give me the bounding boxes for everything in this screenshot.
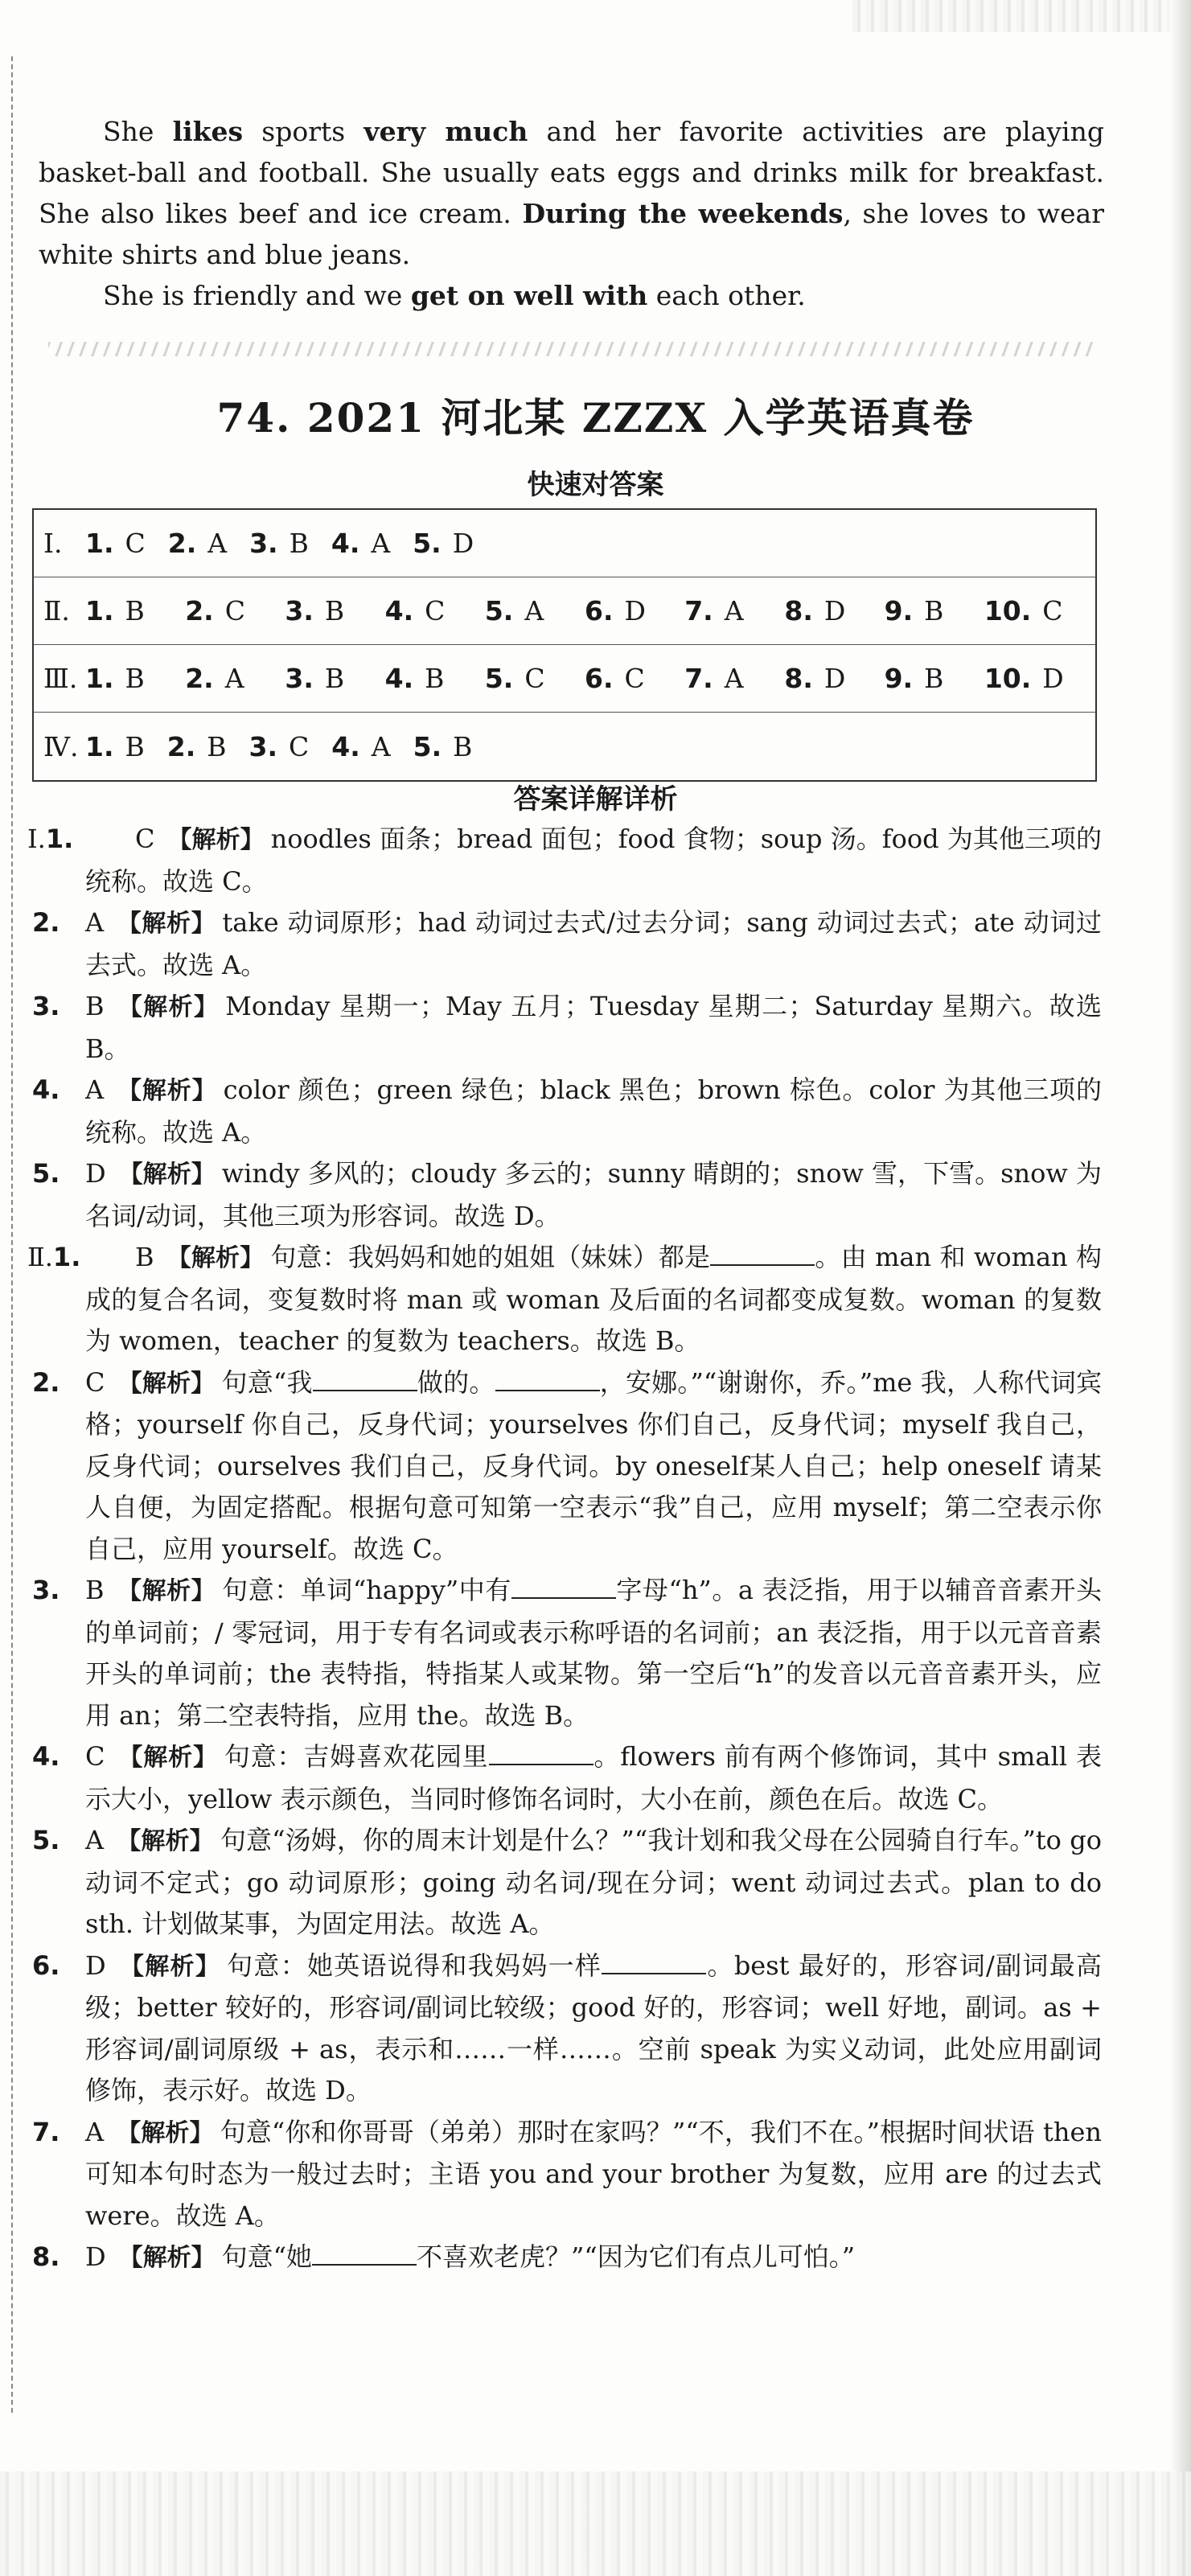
answer-item bbox=[385, 663, 485, 694]
answer-letter: A bbox=[85, 1825, 105, 1855]
passage-text: She bbox=[103, 116, 173, 147]
question-number: 3. bbox=[248, 730, 278, 762]
explanation-body bbox=[85, 1367, 1102, 1564]
analysis-tag: 【解析】 bbox=[117, 1369, 216, 1398]
explanation-text: ，安娜。”“谢谢你，乔。”me 我，人称代词宾格；yourself 你自己，反身代词；yourselves 你们自己，反身代词；myself 我自己，反身代词；ourselves 我们自己，反身代词。by oneself某人自己；help oneself 请某人自便，为固定搭配。根据句意可知第一空表示“我”自己，应用 myself；第二空表示你自己，应用 yourself。故选 C。 bbox=[85, 1366, 1102, 1564]
question-number: 1. bbox=[85, 528, 114, 559]
answer-item bbox=[385, 595, 485, 627]
answer-letter: C bbox=[624, 663, 645, 694]
question-number: 4. bbox=[32, 1074, 60, 1105]
analysis-tag: 【解析】 bbox=[118, 1161, 216, 1189]
explanation-item bbox=[32, 1945, 1102, 2112]
explanation-item bbox=[27, 1237, 1102, 1362]
answer-row bbox=[34, 645, 1095, 713]
explanation-item bbox=[32, 1153, 1102, 1237]
answer-item bbox=[85, 731, 145, 762]
answer-letter: D bbox=[85, 1949, 106, 1981]
answer-item bbox=[285, 595, 384, 627]
explanation-lead bbox=[32, 1570, 60, 1612]
explanation-lead bbox=[32, 902, 60, 944]
explanation-item bbox=[32, 1070, 1102, 1153]
question-number: 10. bbox=[984, 595, 1032, 627]
answer-letter: B bbox=[425, 663, 445, 694]
question-number: 1. bbox=[45, 824, 74, 854]
question-number: 2. bbox=[32, 1366, 60, 1398]
answer-letter: C bbox=[135, 824, 155, 854]
explanations-list bbox=[27, 819, 1102, 2279]
answer-letter: D bbox=[823, 595, 846, 627]
fill-in-blank bbox=[511, 1573, 616, 1599]
reading-passage bbox=[39, 111, 1104, 316]
question-number: 4. bbox=[32, 1741, 60, 1772]
section-label: Ⅳ. bbox=[43, 730, 79, 762]
question-number: 7. bbox=[684, 595, 713, 627]
answer-item bbox=[85, 663, 185, 694]
passage-text: , she loves to wear white shirts and blue jeans. bbox=[39, 198, 1104, 270]
question-number: 1. bbox=[85, 595, 114, 627]
passage-text: each other. bbox=[647, 280, 806, 311]
section-label: Ⅲ. bbox=[43, 663, 78, 694]
answer-letter: B bbox=[125, 595, 145, 627]
analysis-tag: 【解析】 bbox=[167, 826, 265, 854]
answer-item bbox=[85, 528, 146, 559]
section-divider bbox=[48, 342, 1094, 356]
answer-letter: D bbox=[823, 663, 846, 694]
question-number: 8. bbox=[32, 2241, 60, 2272]
question-number: 2. bbox=[185, 595, 214, 627]
detailed-explanations-title: 答案详解详析 bbox=[513, 783, 678, 816]
explanation-text: 不喜欢老虎？”“因为它们有点儿可怕。” bbox=[417, 2241, 856, 2272]
answer-item bbox=[485, 595, 585, 627]
answer-letter: C bbox=[1042, 595, 1063, 627]
explanation-text: 。flowers 前有两个修饰词，其中 small 表示大小，yellow 表示颜色，当同时修饰名词时，大小在前，颜色在后。故选 C。 bbox=[85, 1741, 1102, 1814]
question-number: 2. bbox=[166, 730, 196, 762]
answer-letter: A bbox=[224, 663, 244, 694]
explanation-text: 做的。 bbox=[417, 1366, 495, 1398]
fill-in-blank bbox=[710, 1240, 815, 1266]
analysis-tag: 【解析】 bbox=[117, 1077, 217, 1105]
answer-letter: C bbox=[224, 595, 245, 627]
answer-letter: C bbox=[289, 730, 310, 762]
question-number: 3. bbox=[32, 991, 60, 1021]
answer-letter: C bbox=[425, 595, 446, 627]
explanation-text: 。由 man 和 woman 构成的复合名词，变复数时将 man 或 woman 及后面的名词都变成复数。woman 的复数为 women，teacher 的复数为 teachers。故选 B。 bbox=[85, 1242, 1102, 1356]
explanation-item bbox=[32, 1570, 1102, 1736]
fill-in-blank bbox=[602, 1949, 706, 1974]
scan-noise-bottom bbox=[0, 2471, 1191, 2576]
explanation-body bbox=[85, 1575, 1102, 1731]
explanation-item bbox=[32, 2112, 1102, 2237]
answer-letter: B bbox=[924, 595, 944, 627]
question-number: 7. bbox=[684, 663, 713, 694]
explanation-lead bbox=[32, 1362, 60, 1404]
explanation-lead bbox=[32, 1945, 60, 1987]
fill-in-blank bbox=[312, 2240, 417, 2266]
question-number: 4. bbox=[331, 730, 360, 762]
explanation-body bbox=[85, 1950, 1102, 2106]
answer-letter: C bbox=[125, 528, 146, 559]
analysis-tag: 【解析】 bbox=[117, 1744, 218, 1772]
answer-letter: D bbox=[85, 1158, 106, 1189]
explanation-text: 句意：单词“happy”中有 bbox=[222, 1575, 511, 1605]
answer-item bbox=[331, 731, 390, 762]
answer-letter: C bbox=[524, 663, 545, 694]
question-number: 4. bbox=[384, 663, 414, 694]
explanation-body bbox=[85, 991, 1102, 1064]
answer-letter: B bbox=[85, 991, 105, 1021]
answer-row bbox=[34, 577, 1095, 645]
explanation-lead bbox=[27, 819, 73, 861]
question-number: 3. bbox=[249, 528, 278, 559]
explanation-item bbox=[32, 1820, 1102, 1945]
fill-in-blank bbox=[495, 1366, 600, 1391]
question-number: 4. bbox=[384, 595, 414, 627]
explanation-item bbox=[32, 986, 1102, 1070]
explanation-lead bbox=[32, 1153, 60, 1195]
explanation-item bbox=[32, 902, 1102, 986]
explanation-body bbox=[85, 2117, 1102, 2231]
answer-item bbox=[784, 595, 884, 627]
section-label: Ⅱ. bbox=[27, 1242, 53, 1272]
answer-letter: B bbox=[324, 663, 345, 694]
answer-letter: D bbox=[624, 595, 646, 627]
answer-letter: A bbox=[524, 595, 544, 627]
answer-item bbox=[185, 663, 285, 694]
explanation-text: 句意“你和你哥哥（弟弟）那时在家吗？”“不，我们不在。”根据时间状语 then 可知本句时态为一般过去时；主语 you and your brother 为复数，应用 are 的过去式 were。故选 A。 bbox=[85, 2116, 1102, 2231]
answer-item bbox=[185, 595, 285, 627]
question-number: 3. bbox=[32, 1575, 60, 1605]
question-number: 8. bbox=[784, 595, 813, 627]
answer-item bbox=[168, 528, 227, 559]
answer-letter: A bbox=[724, 663, 744, 694]
analysis-tag: 【解析】 bbox=[166, 1244, 265, 1272]
bold-phrase: get on well with bbox=[410, 280, 648, 311]
question-number: 6. bbox=[32, 1949, 60, 1981]
question-number: 7. bbox=[32, 2116, 60, 2147]
explanation-lead bbox=[32, 1070, 60, 1111]
analysis-tag: 【解析】 bbox=[117, 1827, 214, 1855]
answer-letter: D bbox=[1042, 663, 1064, 694]
bold-phrase: likes bbox=[172, 116, 244, 147]
analysis-tag: 【解析】 bbox=[117, 910, 216, 938]
explanation-lead bbox=[27, 1237, 80, 1279]
explanation-lead bbox=[32, 986, 60, 1028]
answer-item bbox=[585, 663, 684, 694]
analysis-tag: 【解析】 bbox=[118, 2244, 216, 2272]
answer-item bbox=[167, 731, 227, 762]
explanation-text: 字母“h”。a 表泛指，用于以辅音音素开头的单词前；/ 零冠词，用于专有名词或表示称呼语的名词前；an 表泛指，用于以元音音素开头的单词前；the 表特指，特指某人或某物。第一空后“h”的发音以元音音素开头，应用 an；第二空表特指，应用 the。故选 B。 bbox=[85, 1575, 1102, 1731]
explanation-body bbox=[85, 1158, 1102, 1231]
question-number: 2. bbox=[167, 528, 197, 559]
question-number: 5. bbox=[484, 595, 514, 627]
answer-item bbox=[784, 663, 884, 694]
question-number: 4. bbox=[331, 528, 360, 559]
explanation-body bbox=[85, 1741, 1102, 1814]
question-number: 3. bbox=[285, 595, 314, 627]
question-number: 5. bbox=[484, 663, 514, 694]
fill-in-blank bbox=[489, 1740, 593, 1765]
question-number: 5. bbox=[32, 1158, 60, 1189]
answer-letter: A bbox=[85, 907, 105, 938]
answer-letter: C bbox=[85, 1366, 105, 1398]
question-number: 5. bbox=[413, 528, 441, 559]
explanation-text: 句意“汤姆，你的周末计划是什么？”“我计划和我父母在公园骑自行车。”to go 动词不定式；go 动词原形；going 动名词/现在分词；went 动词过去式。plan to do sth. 计划做某事，为固定用法。故选 A。 bbox=[85, 1825, 1102, 1939]
explanation-text: 句意：她英语说得和我妈妈一样 bbox=[227, 1949, 602, 1981]
answer-row bbox=[34, 510, 1095, 577]
answer-letter: B bbox=[453, 730, 473, 762]
question-number: 9. bbox=[884, 595, 914, 627]
passage-text: and her favorite activities are playing basket-ball and football. She usually eats eggs and drinks milk for breakfast. She also likes beef and ice cream. bbox=[39, 116, 1104, 229]
passage-text: sports bbox=[243, 116, 364, 147]
answer-letter: B bbox=[924, 663, 944, 694]
explanation-text: 句意“我 bbox=[221, 1366, 313, 1398]
passage-paragraph-2 bbox=[39, 275, 1104, 316]
answer-letter: A bbox=[724, 595, 744, 627]
explanation-text: 句意：我妈妈和她的姐姐（妹妹）都是 bbox=[270, 1242, 711, 1272]
explanation-body bbox=[85, 1074, 1102, 1148]
answer-letter: B bbox=[85, 1575, 105, 1605]
question-number: 5. bbox=[32, 1825, 60, 1855]
answer-item bbox=[984, 595, 1084, 627]
answer-item bbox=[885, 595, 984, 627]
answer-item bbox=[331, 528, 390, 559]
answer-letter: B bbox=[135, 1242, 154, 1272]
answer-item bbox=[684, 595, 784, 627]
passage-text: She is friendly and we bbox=[103, 280, 411, 311]
question-number: 3. bbox=[285, 663, 314, 694]
answer-item bbox=[413, 731, 473, 762]
quick-answers-title: 快速对答案 bbox=[527, 469, 664, 501]
analysis-tag: 【解析】 bbox=[118, 1952, 221, 1981]
question-number: 6. bbox=[585, 595, 614, 627]
answer-letter: C bbox=[85, 1741, 105, 1772]
answer-letter: B bbox=[125, 730, 145, 762]
answer-letter: B bbox=[207, 730, 227, 762]
answer-letter: D bbox=[452, 528, 474, 559]
explanation-text: 。best 最好的，形容词/副词最高级；better 较好的，形容词/副词比较级；good 好的，形容词；well 好地，副词。as + 形容词/副词原级 + as，表示和……一样……。空前 speak 为实义动词，此处应用副词修饰，表示好。故选 D。 bbox=[85, 1949, 1102, 2106]
explanation-lead bbox=[32, 2237, 60, 2278]
question-number: 1. bbox=[85, 663, 114, 694]
answer-item bbox=[485, 663, 585, 694]
passage-paragraph-1 bbox=[39, 111, 1104, 275]
answer-letter: A bbox=[371, 730, 391, 762]
analysis-tag: 【解析】 bbox=[117, 2118, 214, 2147]
explanation-body bbox=[85, 2241, 855, 2272]
section-label: Ⅰ. bbox=[27, 824, 46, 854]
explanation-item bbox=[32, 1736, 1102, 1820]
question-number: 2. bbox=[32, 907, 60, 938]
question-number: 10. bbox=[984, 663, 1032, 694]
answer-item bbox=[885, 663, 984, 694]
explanation-text: Monday 星期一；May 五月；Tuesday 星期二；Saturday 星期六。故选 B。 bbox=[85, 991, 1102, 1064]
section-label: Ⅰ. bbox=[43, 528, 63, 559]
analysis-tag: 【解析】 bbox=[117, 1577, 216, 1605]
answer-item bbox=[585, 595, 684, 627]
section-label: Ⅱ. bbox=[43, 595, 70, 627]
explanation-lead bbox=[32, 1820, 60, 1862]
explanation-lead bbox=[32, 2112, 60, 2154]
answer-item bbox=[684, 663, 784, 694]
answer-letter: A bbox=[85, 2116, 105, 2147]
answer-item bbox=[249, 528, 309, 559]
explanation-text: 句意“她 bbox=[221, 2241, 313, 2272]
explanation-item bbox=[32, 2237, 1102, 2279]
fill-in-blank bbox=[313, 1366, 417, 1391]
question-number: 1. bbox=[52, 1242, 81, 1272]
answer-item bbox=[249, 731, 310, 762]
answer-item bbox=[984, 663, 1084, 694]
answer-item bbox=[85, 595, 185, 627]
answer-letter: A bbox=[371, 528, 391, 559]
explanation-text: windy 多风的；cloudy 多云的；sunny 晴朗的；snow 雪，下雪。snow 为名词/动词，其他三项为形容词。故选 D。 bbox=[85, 1158, 1102, 1231]
explanation-item bbox=[32, 1362, 1102, 1571]
question-number: 8. bbox=[784, 663, 813, 694]
question-number: 1. bbox=[85, 730, 114, 762]
explanation-text: color 颜色；green 绿色；black 黑色；brown 棕色。color 为其他三项的统称。故选 A。 bbox=[85, 1074, 1102, 1148]
answer-letter: A bbox=[85, 1074, 105, 1105]
answer-letter: D bbox=[85, 2241, 106, 2272]
explanation-text: noodles 面条；bread 面包；food 食物；soup 汤。food 为其他三项的统称。故选 C。 bbox=[85, 824, 1102, 897]
explanation-body bbox=[85, 1825, 1102, 1939]
question-number: 9. bbox=[884, 663, 914, 694]
question-number: 2. bbox=[185, 663, 214, 694]
exam-title: 74. 2021 河北某 ZZZX 入学英语真卷 bbox=[216, 394, 975, 442]
answer-letter: B bbox=[324, 595, 345, 627]
explanation-lead bbox=[32, 1736, 60, 1778]
scan-noise-top bbox=[852, 0, 1191, 32]
explanation-text: take 动词原形；had 动词过去式/过去分词；sang 动词过去式；ate 动词过去式。故选 A。 bbox=[85, 907, 1102, 980]
question-number: 6. bbox=[585, 663, 614, 694]
explanation-body bbox=[85, 1242, 1102, 1356]
answer-letter: B bbox=[125, 663, 145, 694]
answer-item bbox=[413, 528, 474, 559]
answer-row bbox=[34, 713, 1095, 780]
explanation-body bbox=[85, 907, 1102, 980]
answer-key-table bbox=[32, 508, 1097, 782]
explanation-text: 句意：吉姆喜欢花园里 bbox=[224, 1741, 489, 1772]
answer-letter: A bbox=[207, 528, 228, 559]
explanation-item bbox=[27, 819, 1102, 902]
answer-item bbox=[285, 663, 384, 694]
answer-letter: B bbox=[289, 528, 309, 559]
question-number: 5. bbox=[413, 730, 442, 762]
bold-phrase: very much bbox=[363, 116, 528, 147]
explanation-body bbox=[85, 824, 1102, 897]
analysis-tag: 【解析】 bbox=[117, 993, 220, 1021]
bold-phrase: During the weekends bbox=[522, 198, 844, 229]
